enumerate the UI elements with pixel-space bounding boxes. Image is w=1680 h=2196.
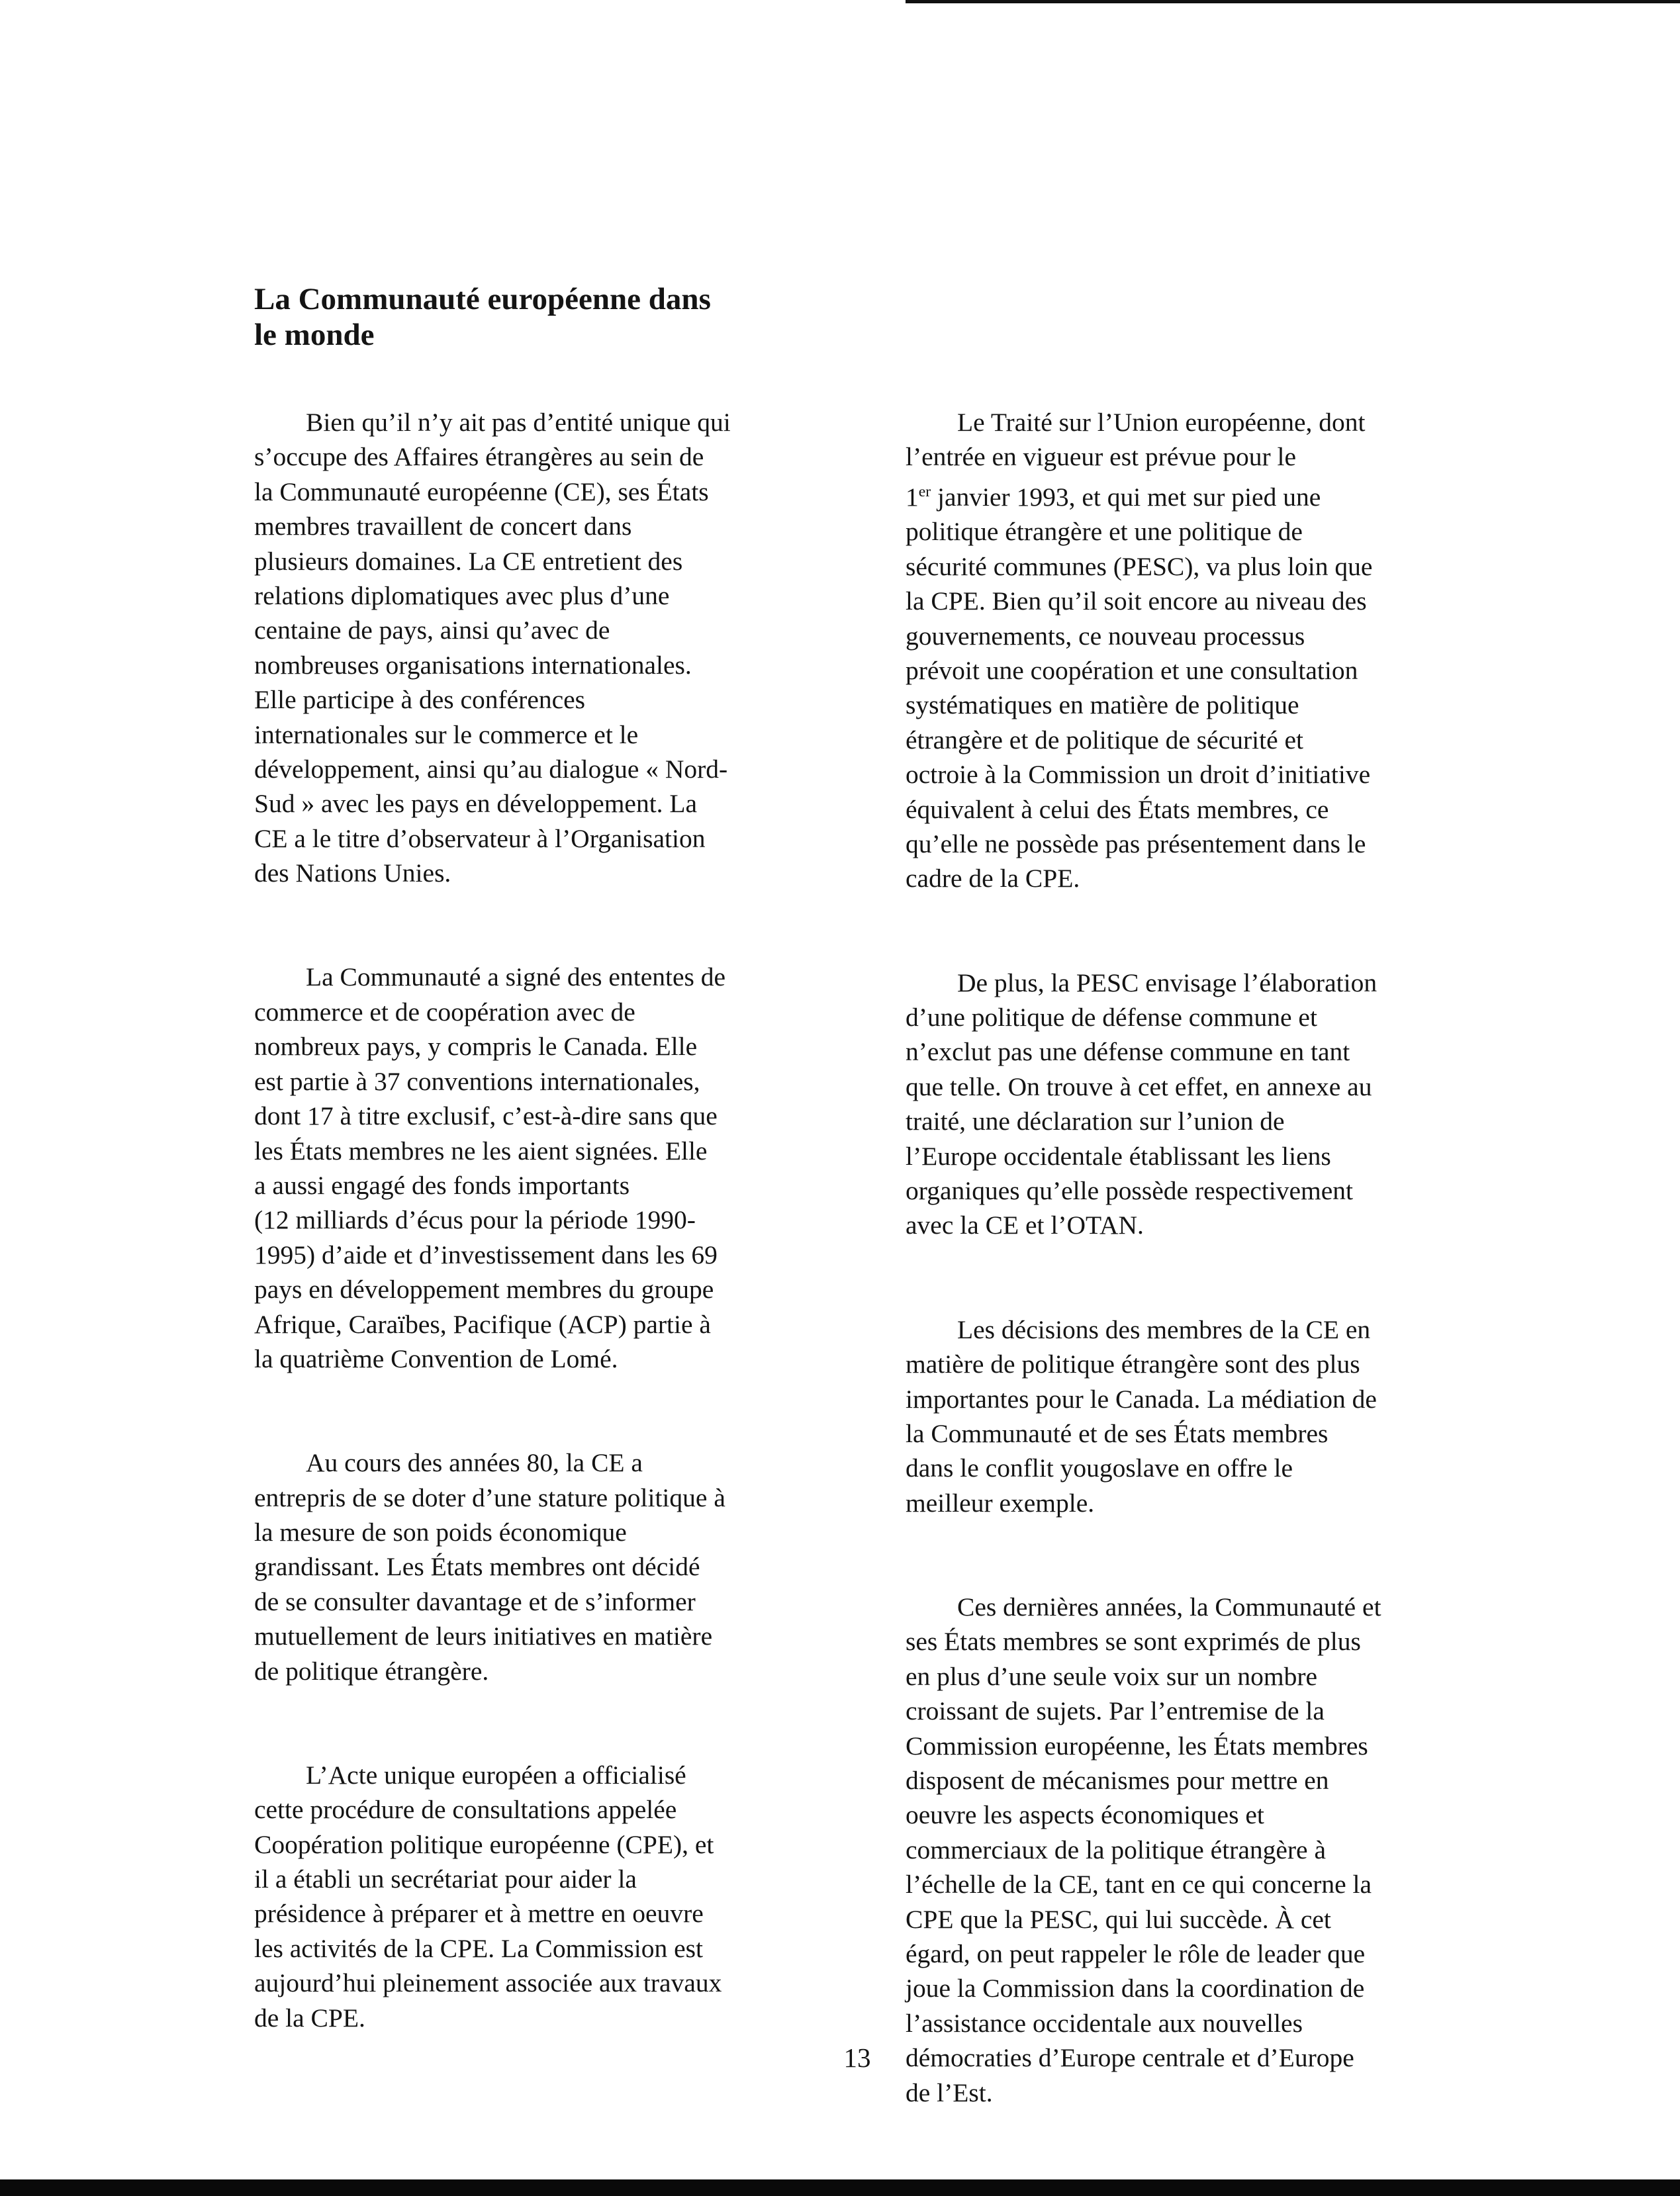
text-line: a aussi engagé des fonds importants (254, 1170, 630, 1200)
text-line: plusieurs domaines. La CE entretient des (254, 546, 683, 576)
text-line: la CPE. Bien qu’il soit encore au niveau des (906, 586, 1367, 616)
text-line: nombreux pays, y compris le Canada. Elle (254, 1032, 698, 1062)
text-line: Afrique, Caraïbes, Pacifique (ACP) partie à (254, 1309, 711, 1339)
text-line: équivalent à celui des États membres, ce (906, 794, 1329, 824)
text-line: développement, ainsi qu’au dialogue « Nord- (254, 755, 728, 784)
text-line: 1995) d’aide et d’investissement dans les 69 (254, 1240, 718, 1269)
text-line: ses États membres se sont exprimés de plus (906, 1627, 1361, 1657)
text-line: d’une politique de défense commune et (906, 1003, 1317, 1032)
text-line: matière de politique étrangère sont des plus (906, 1350, 1360, 1379)
text-line: 1er janvier 1993, et qui met sur pied une (906, 482, 1321, 512)
text-line: relations diplomatiques avec plus d’une (254, 581, 670, 611)
text-line: grandissant. Les États membres ont décidé (254, 1552, 700, 1582)
text-line: Les décisions des membres de la CE en (957, 1314, 1371, 1344)
text-line: cette procédure de consultations appelée (254, 1795, 677, 1825)
text-line: la quatrième Convention de Lomé. (254, 1344, 618, 1373)
text-line: entrepris de se doter d’une stature politique à (254, 1483, 725, 1512)
heading-line: le monde (254, 318, 375, 352)
text-line: Commission européenne, les États membres (906, 1731, 1368, 1761)
text-line: les États membres ne les aient signées. Elle (254, 1136, 708, 1166)
text-line: l’assistance occidentale aux nouvelles (906, 2008, 1303, 2038)
text-line: présidence à préparer et à mettre en oeuvre (254, 1899, 704, 1929)
text-line: la Communauté et de ses États membres (906, 1418, 1329, 1448)
text-line: systématiques en matière de politique (906, 690, 1299, 720)
text-line: aujourd’hui pleinement associée aux travaux (254, 1968, 722, 1998)
text-line: l’Europe occidentale établissant les liens (906, 1141, 1331, 1171)
text-line: dans le conflit yougoslave en offre le (906, 1453, 1293, 1483)
text-line: des Nations Unies. (254, 858, 451, 888)
text-line: Le Traité sur l’Union européenne, dont (957, 408, 1366, 437)
text-line: CPE que la PESC, qui lui succède. À cet (906, 1904, 1331, 1934)
text-line: que telle. On trouve à cet effet, en annexe au (906, 1072, 1372, 1101)
paragraph (254, 960, 804, 1376)
paragraph (254, 1758, 804, 2035)
text-line: Coopération politique européenne (CPE), et (254, 1829, 714, 1859)
text-line: membres travaillent de concert dans (254, 512, 632, 541)
page-number: 13 (843, 2042, 871, 2073)
text-line: l’entrée en vigueur est prévue pour le (906, 442, 1297, 472)
text-line: égard, on peut rappeler le rôle de leader que (906, 1939, 1366, 1968)
bottom-scan-edge (0, 2179, 1680, 2196)
text-line: octroie à la Commission un droit d’initiative (906, 760, 1371, 790)
text-line: commerciaux de la politique étrangère à (906, 1835, 1326, 1864)
top-border-rule (906, 0, 1680, 3)
text-line: internationales sur le commerce et le (254, 719, 639, 749)
text-line: en plus d’une seule voix sur un nombre (906, 1661, 1318, 1691)
right-column (906, 405, 1459, 2179)
left-column (254, 405, 804, 2105)
paragraph (906, 405, 1459, 896)
text-line: importantes pour le Canada. La médiation de (906, 1384, 1377, 1414)
text-line: disposent de mécanismes pour mettre en (906, 1765, 1329, 1795)
text-line: l’échelle de la CE, tant en ce qui concerne la (906, 1870, 1372, 1899)
text-line: de politique étrangère. (254, 1656, 489, 1686)
text-line: s’occupe des Affaires étrangères au sein de (254, 442, 704, 472)
text-line: il a établi un secrétariat pour aider la (254, 1864, 637, 1894)
paragraph (906, 1590, 1459, 2110)
text-line: mutuellement de leurs initiatives en matière (254, 1622, 713, 1651)
text-line: Ces dernières années, la Communauté et (957, 1592, 1381, 1622)
paragraph (906, 966, 1459, 1243)
text-line: dont 17 à titre exclusif, c’est-à-dire sans que (254, 1101, 718, 1131)
text-line: prévoit une coopération et une consultation (906, 656, 1358, 685)
paragraph (254, 1445, 804, 1688)
heading-line: La Communauté européenne dans (254, 282, 711, 316)
text-line: Elle participe à des conférences (254, 685, 586, 715)
text-line: nombreuses organisations internationales. (254, 650, 692, 680)
text-line: oeuvre les aspects économiques et (906, 1800, 1264, 1830)
text-line: (12 milliards d’écus pour la période 1990- (254, 1205, 696, 1235)
text-line: démocraties d’Europe centrale et d’Europe (906, 2043, 1354, 2073)
text-line: la Communauté européenne (CE), ses États (254, 477, 709, 506)
paragraph (906, 1312, 1459, 1520)
text-line: organiques qu’elle possède respectivement (906, 1176, 1354, 1206)
text-line: centaine de pays, ainsi qu’avec de (254, 616, 610, 645)
text-line: politique étrangère et une politique de (906, 517, 1303, 547)
text-line: traité, une déclaration sur l’union de (906, 1107, 1285, 1136)
text-line: de l’Est. (906, 2078, 993, 2107)
text-line: la mesure de son poids économique (254, 1517, 627, 1547)
text-line: n’exclut pas une défense commune en tant (906, 1037, 1350, 1067)
text-line: croissant de sujets. Par l’entremise de la (906, 1696, 1325, 1726)
text-line: CE a le titre d’observateur à l’Organisation (254, 823, 706, 853)
text-line: de la CPE. (254, 2003, 365, 2033)
text-line: sécurité communes (PESC), va plus loin que (906, 551, 1373, 581)
text-line: cadre de la CPE. (906, 864, 1080, 893)
text-line: La Communauté a signé des ententes de (306, 962, 726, 992)
text-line: Bien qu’il n’y ait pas d’entité unique qui (306, 408, 731, 437)
text-line: L’Acte unique européen a officialisé (306, 1760, 686, 1790)
text-line: de se consulter davantage et de s’informer (254, 1586, 696, 1616)
text-line: gouvernements, ce nouveau processus (906, 621, 1305, 651)
text-line: commerce et de coopération avec de (254, 997, 635, 1027)
text-line: meilleur exemple. (906, 1488, 1095, 1518)
text-line: pays en développement membres du groupe (254, 1275, 714, 1304)
text-line: joue la Commission dans la coordination de (906, 1974, 1365, 2003)
text-line: étrangère et de politique de sécurité et (906, 725, 1303, 755)
text-line: avec la CE et l’OTAN. (906, 1211, 1144, 1240)
paragraph (254, 405, 804, 891)
text-line: Au cours des années 80, la CE a (306, 1448, 643, 1478)
page-heading (254, 281, 837, 353)
text-line: De plus, la PESC envisage l’élaboration (957, 968, 1377, 997)
text-line: Sud » avec les pays en développement. La (254, 789, 698, 819)
text-line: les activités de la CPE. La Commission est (254, 1933, 703, 1963)
text-line: est partie à 37 conventions internationales, (254, 1066, 700, 1096)
text-line: qu’elle ne possède pas présentement dans le (906, 829, 1366, 859)
